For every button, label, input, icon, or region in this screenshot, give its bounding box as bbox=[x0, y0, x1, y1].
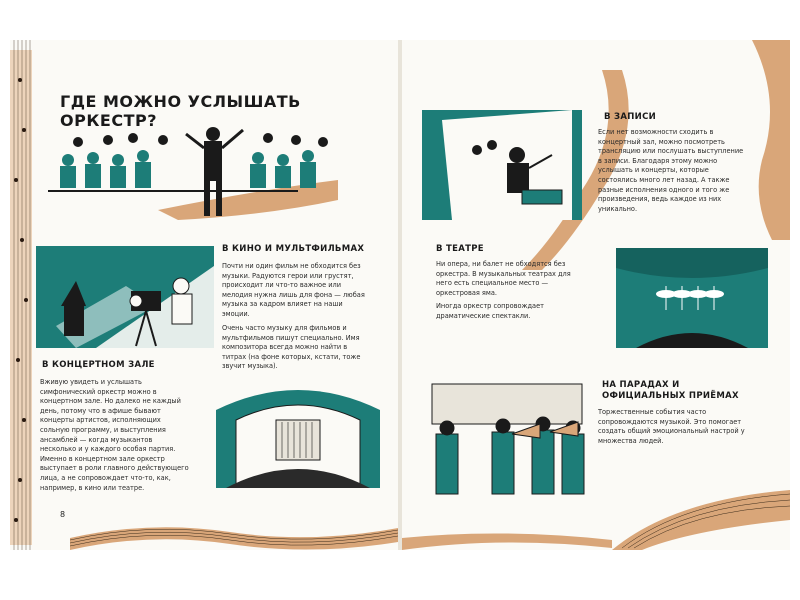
orchestra-illustration bbox=[38, 120, 338, 220]
cinema-paragraph-2: Очень часто музыку для фильмов и мультфильмов пишут специально. Имя композитора всегда можно найти в титрах (на фоне которых, кстати, тоже звучит музыка). bbox=[222, 324, 361, 371]
concert-hall-paragraph: Вживую увидеть и услышать симфонический оркестр можно в концертном зале. Но далеко не каждый день, потому что в афише бывают концерты артистов, исполняющих сольную программу, и выступления ансамблей — когда музыкантов несколько и у каждого особая партия. Именно в концертном зале оркестр выступает в роли главного действующего лица, а не сопровождает что-то, как, например, в кино или театре. bbox=[40, 378, 189, 492]
cinema-heading: В КИНО И МУЛЬТФИЛЬМАХ bbox=[222, 244, 365, 254]
page-number: 8 bbox=[60, 510, 66, 519]
sheet-music-top-right bbox=[742, 40, 790, 240]
concert-hall-illustration bbox=[216, 380, 380, 488]
parades-paragraph: Торжественные события часто сопровождаются музыкой. Это помогает создать общий эмоциональный настрой у множества людей. bbox=[598, 408, 745, 445]
parade-illustration bbox=[422, 364, 592, 504]
recording-heading: В ЗАПИСИ bbox=[604, 112, 657, 122]
cinema-illustration bbox=[36, 246, 214, 348]
concert-hall-heading: В КОНЦЕРТНОМ ЗАЛЕ bbox=[42, 360, 155, 370]
theatre-illustration bbox=[616, 248, 768, 348]
theatre-heading: В ТЕАТРЕ bbox=[436, 244, 484, 254]
theatre-paragraph-1: Ни опера, ни балет не обходятся без оркестра. В музыкальных театрах для него есть специальное место — оркестровая яма. bbox=[436, 260, 571, 297]
book-spread bbox=[10, 40, 790, 550]
page-title: ГДЕ МОЖНО УСЛЫШАТЬ ОРКЕСТР? bbox=[60, 92, 301, 130]
left-page bbox=[10, 40, 398, 550]
recording-paragraph: Если нет возможности сходить в концертный зал, можно посмотреть трансляцию или послушать выступление в записи. Благодаря этому можно услышать и концерты, которые состоялись много лет назад. А также разные исполнения одного и того же произведения, ведь каждое из них уникально. bbox=[598, 128, 744, 213]
cinema-paragraph-1: Почти ни один фильм не обходится без музыки. Радуются герои или грустят, происходит ли что-то важное или мелодия нужна лишь для фона — любая музыка за кадром влияет на наши эмоции. bbox=[222, 262, 365, 318]
theatre-paragraph-2: Иногда оркестр сопровождает драматические спектакли. bbox=[436, 302, 544, 320]
sheet-music-bottom-wave bbox=[70, 510, 398, 550]
sheet-music-bottom-right bbox=[612, 470, 790, 550]
right-page bbox=[402, 40, 790, 550]
parades-heading: НА ПАРАДАХ И ОФИЦИАЛЬНЫХ ПРИЁМАХ bbox=[602, 380, 739, 401]
sheet-music-bottom-strip bbox=[402, 528, 612, 550]
recording-illustration bbox=[422, 110, 582, 220]
